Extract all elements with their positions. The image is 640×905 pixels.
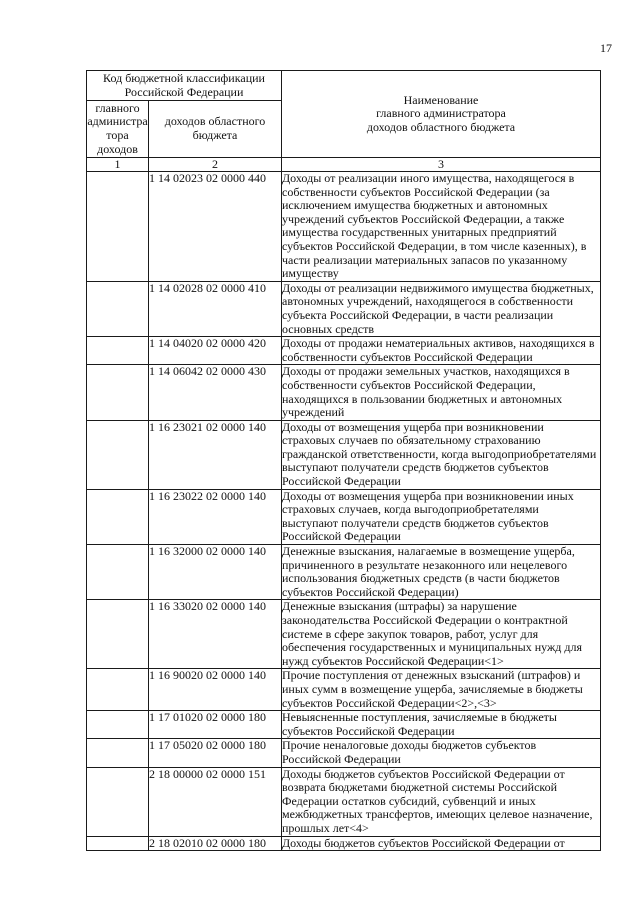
table-row xyxy=(87,420,601,489)
table-header xyxy=(87,71,601,172)
revenue-code-cell: 1 16 32000 02 0000 140 xyxy=(149,545,282,600)
revenue-code-cell: 1 16 23022 02 0000 140 xyxy=(149,489,282,544)
table-row xyxy=(87,172,601,282)
table-row xyxy=(87,600,601,669)
column-number-1: 1 xyxy=(87,158,149,172)
revenue-code-cell: 1 14 02023 02 0000 440 xyxy=(149,172,282,282)
header-row-numbers xyxy=(87,158,601,172)
revenue-administrators-table xyxy=(86,70,601,851)
admin-code-cell xyxy=(87,669,149,711)
admin-code-cell xyxy=(87,365,149,420)
table-row xyxy=(87,281,601,336)
revenue-code-cell: 1 17 01020 02 0000 180 xyxy=(149,711,282,739)
revenue-code-cell: 1 16 33020 02 0000 140 xyxy=(149,600,282,669)
header-classification-group: Код бюджетной классификации Российской Федерации xyxy=(87,71,282,101)
admin-code-cell xyxy=(87,489,149,544)
table-row xyxy=(87,489,601,544)
table-row xyxy=(87,739,601,767)
revenue-name-cell: Денежные взыскания, налагаемые в возмещение ущерба, причиненного в результате незаконного или нецелевого использования бюджетных средств (в части бюджетов субъектов Российской Федерации) xyxy=(282,545,601,600)
admin-code-cell xyxy=(87,767,149,836)
admin-code-cell xyxy=(87,545,149,600)
admin-code-cell xyxy=(87,337,149,365)
admin-code-cell xyxy=(87,281,149,336)
table-row xyxy=(87,711,601,739)
revenue-name-cell: Доходы от возмещения ущерба при возникновении страховых случаев по обязательному страхованию гражданской ответственности, когда выгодоприобретателями выступают получатели средств бюджетов субъектов Российской Федерации xyxy=(282,420,601,489)
revenue-name-cell: Прочие неналоговые доходы бюджетов субъектов Российской Федерации xyxy=(282,739,601,767)
header-row-group xyxy=(87,71,601,101)
admin-code-cell xyxy=(87,711,149,739)
column-number-2: 2 xyxy=(149,158,282,172)
revenue-name-cell: Невыясненные поступления, зачисляемые в бюджеты субъектов Российской Федерации xyxy=(282,711,601,739)
page-number: 17 xyxy=(600,41,612,55)
table-row xyxy=(87,365,601,420)
revenue-code-cell: 1 14 02028 02 0000 410 xyxy=(149,281,282,336)
table-row xyxy=(87,545,601,600)
revenue-name-cell: Прочие поступления от денежных взысканий (штрафов) и иных сумм в возмещение ущерба, зачисляемые в бюджеты субъектов Российской Федерации<2>,<3> xyxy=(282,669,601,711)
revenue-name-cell: Доходы от реализации иного имущества, находящегося в собственности субъектов Российской Федерации (за исключением имущества бюджетных и автономных учреждений субъектов Российской Федерации, а также имущества государственных унитарных предприятий субъектов Российской Федерации, в том числе казенных), в части реализации материальных запасов по указанному имуществу xyxy=(282,172,601,282)
revenue-name-cell: Доходы от продажи земельных участков, находящихся в собственности субъектов Российской Федерации, находящихся в пользовании бюджетных и автономных учреждений xyxy=(282,365,601,420)
admin-code-cell xyxy=(87,739,149,767)
table-row xyxy=(87,337,601,365)
revenue-name-cell: Доходы от реализации недвижимого имущества бюджетных, автономных учреждений, находящегося в собственности субъекта Российской Федерации, в части реализации основных средств xyxy=(282,281,601,336)
header-admin-column: главного администра тора доходов xyxy=(87,100,148,156)
revenue-code-cell: 1 17 05020 02 0000 180 xyxy=(149,739,282,767)
revenue-name-cell: Доходы бюджетов субъектов Российской Федерации от xyxy=(282,836,601,851)
table-row xyxy=(87,669,601,711)
table-row xyxy=(87,767,601,836)
admin-code-cell xyxy=(87,420,149,489)
table-row xyxy=(87,836,601,851)
revenue-code-cell: 1 14 06042 02 0000 430 xyxy=(149,365,282,420)
revenue-name-cell: Доходы бюджетов субъектов Российской Федерации от возврата бюджетами бюджетной системы Российской Федерации остатков субсидий, субвенций и иных межбюджетных трансфертов, имеющих целевое назначение, прошлых лет<4> xyxy=(282,767,601,836)
table-body xyxy=(87,172,601,851)
admin-code-cell xyxy=(87,172,149,282)
revenue-name-cell: Доходы от возмещения ущерба при возникновении иных страховых случаев, когда выгодоприобретателями выступают получатели средств бюджетов субъектов Российской Федерации xyxy=(282,489,601,544)
column-number-3: 3 xyxy=(282,158,601,172)
admin-code-cell xyxy=(87,600,149,669)
revenue-code-cell: 2 18 02010 02 0000 180 xyxy=(149,836,282,851)
revenue-code-cell: 1 16 90020 02 0000 140 xyxy=(149,669,282,711)
revenue-code-cell: 1 14 04020 02 0000 420 xyxy=(149,337,282,365)
revenue-name-cell: Доходы от продажи нематериальных активов, находящихся в собственности субъектов Российской Федерации xyxy=(282,337,601,365)
revenue-code-cell: 1 16 23021 02 0000 140 xyxy=(149,420,282,489)
header-name-column: Наименование главного администратора доходов областного бюджета xyxy=(282,71,601,158)
header-revenue-column: доходов областного бюджета xyxy=(149,101,282,158)
admin-code-cell xyxy=(87,836,149,851)
revenue-name-cell: Денежные взыскания (штрафы) за нарушение законодательства Российской Федерации о контрактной системе в сфере закупок товаров, работ, услуг для обеспечения государственных и муниципальных нужд для нужд субъектов Российской Федерации<1> xyxy=(282,600,601,669)
revenue-code-cell: 2 18 00000 02 0000 151 xyxy=(149,767,282,836)
